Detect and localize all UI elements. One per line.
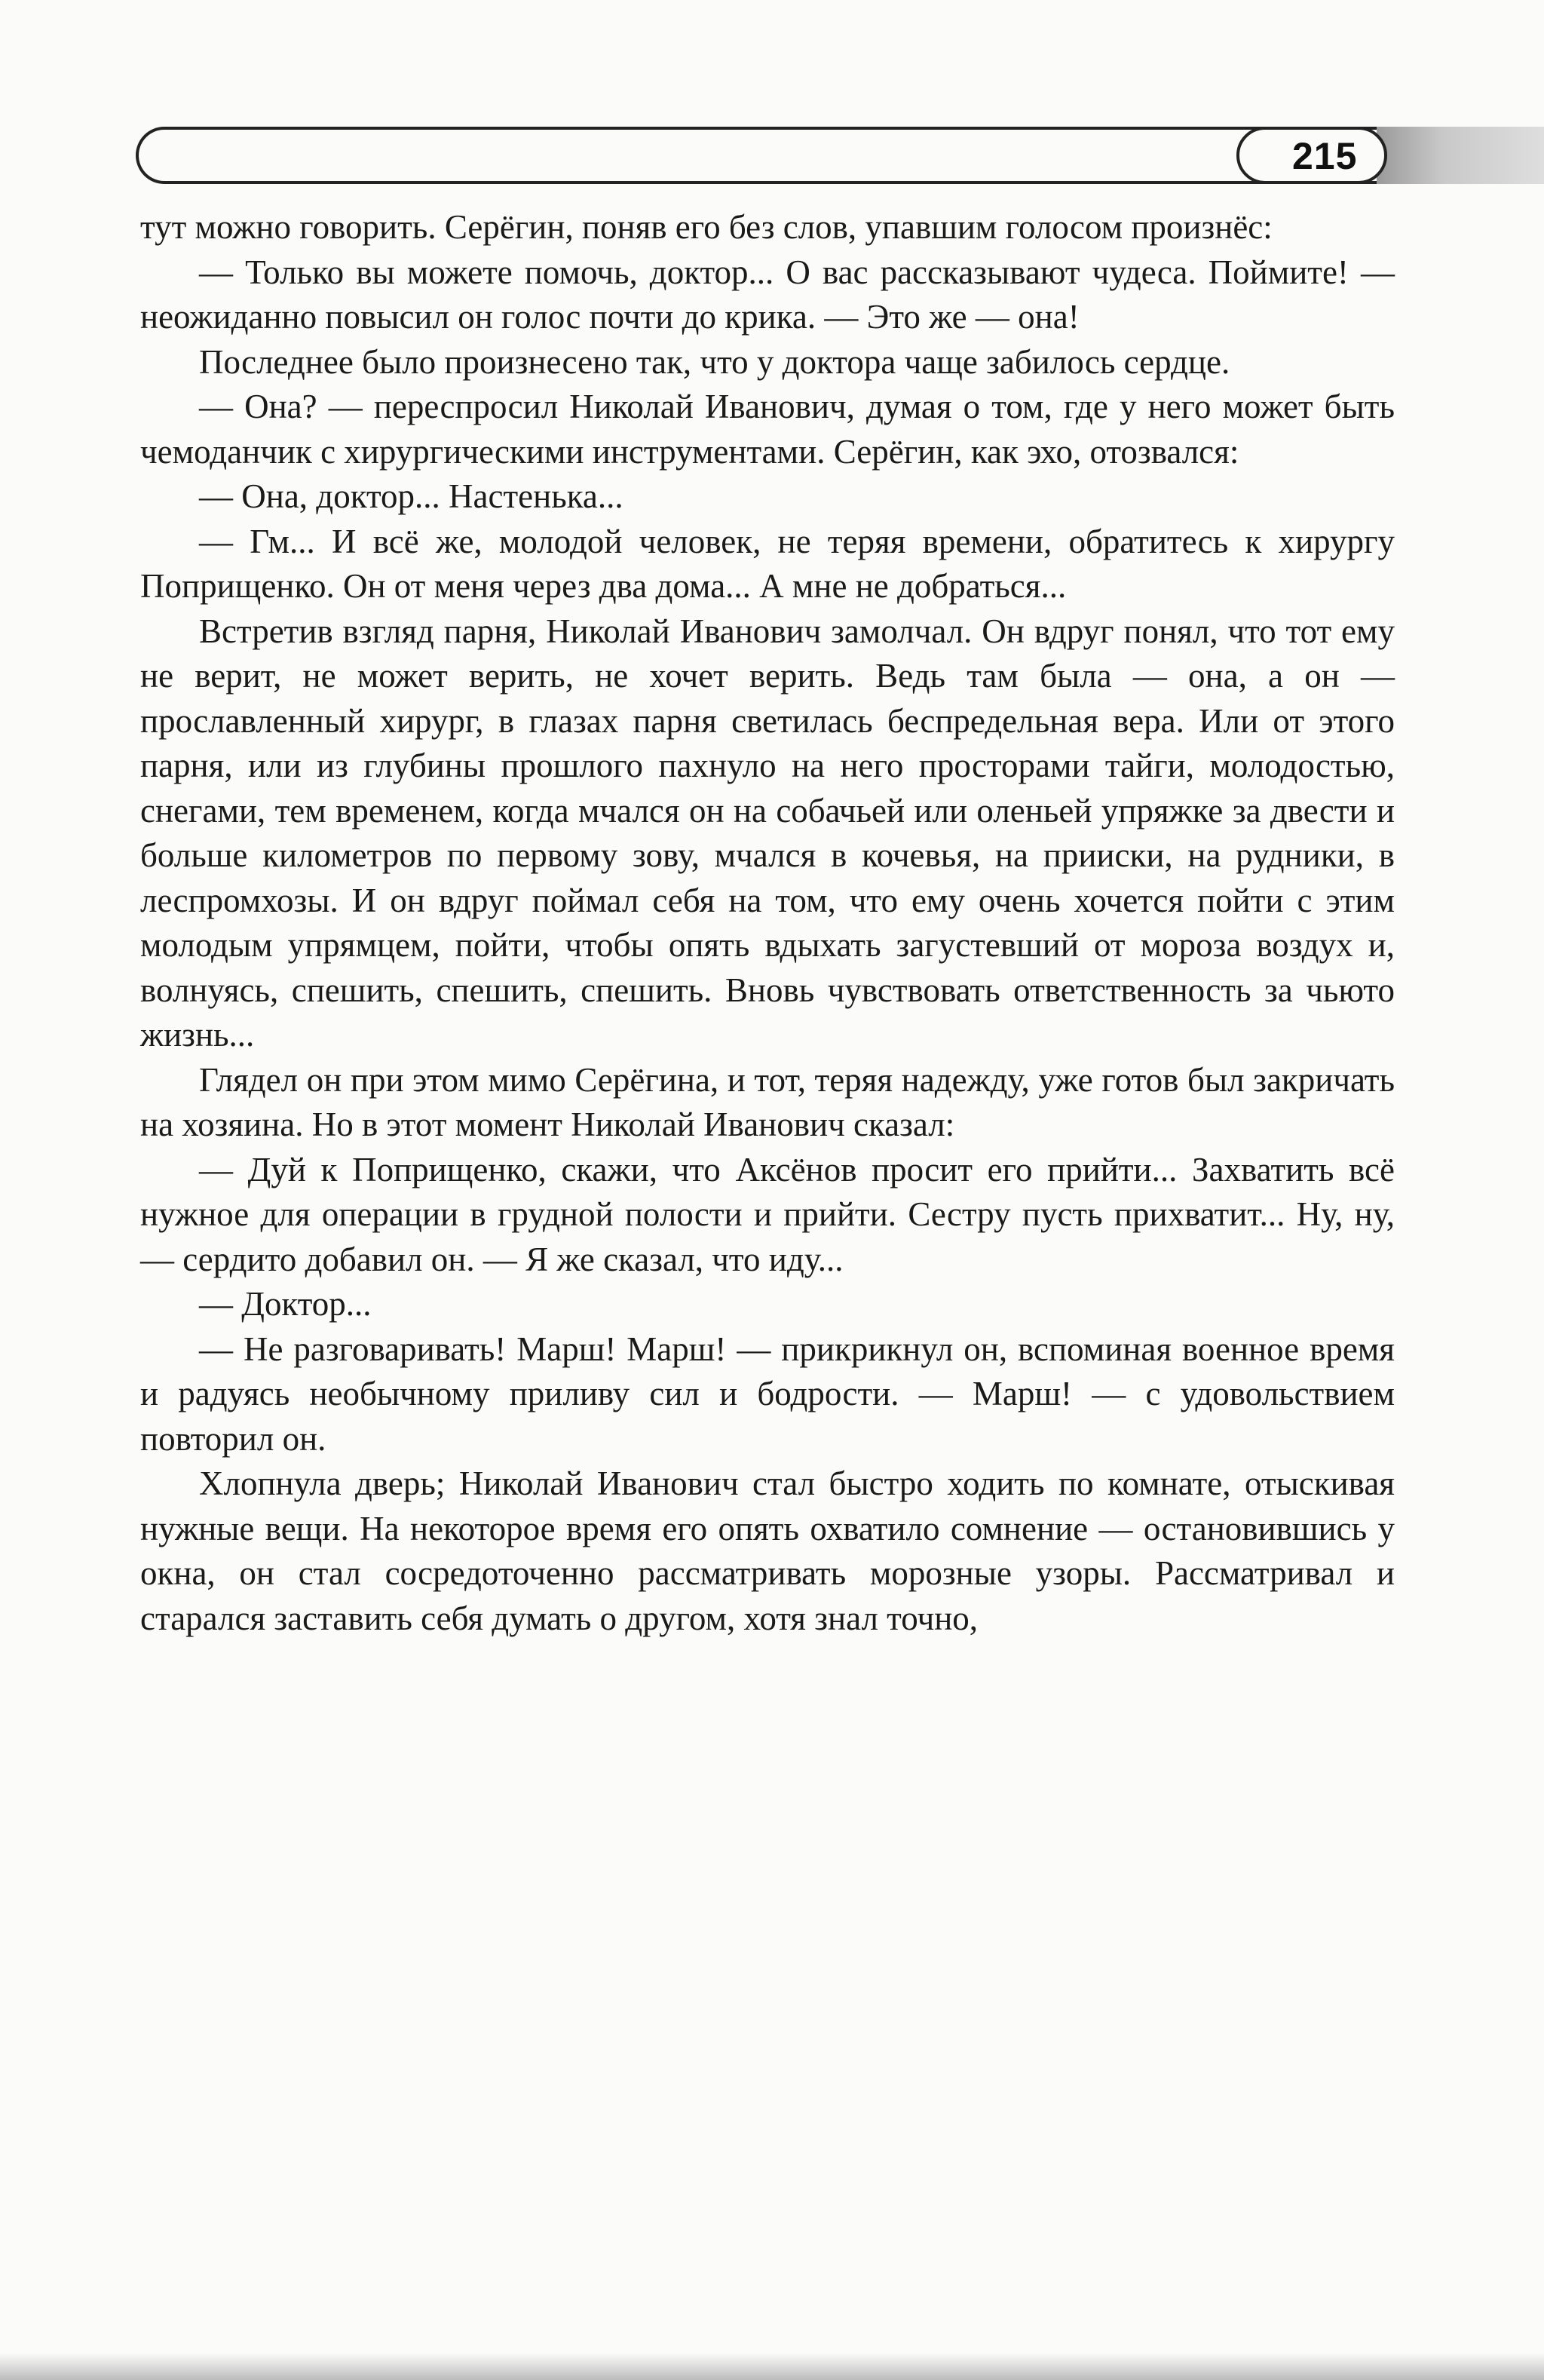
page-number-badge [1236,127,1387,184]
paragraph: Глядел он при этом мимо Серёгина, и тот, теряя надежду, уже готов был закричать на хозяина. Но в этот момент Николай Иванович сказал: [140,1060,1395,1143]
header-rule [136,127,1395,184]
paragraph: — Она, доктор... Настенька... [199,477,623,515]
paragraph: — Дуй к Поприщенко, скажи, что Аксёнов просит его прийти... Захватить всё нужное для операции в грудной полости и прийти. Сестру пусть прихватит... Ну, ну, — сердито добавил он. — Я же сказал, что иду... [140,1150,1395,1278]
body-text [140,205,1395,1641]
paragraph: — Она? — переспросил Николай Иванович, думая о том, где у него может быть чемоданчик с хирургическими инструментами. Серёгин, как эхо, отозвался: [140,388,1395,471]
page-bottom-edge [0,2353,1544,2380]
paragraph: — Не разговаривать! Марш! Марш! — прикрикнул он, вспоминая военное время и радуясь необычному приливу сил и бодрости. — Марш! — с удовольствием повторил он. [140,1330,1395,1458]
page-number: 215 [1292,135,1358,177]
paragraph: — Только вы можете помочь, доктор... О вас рассказывают чудеса. Поймите! — неожиданно повысил он голос почти до крика. — Это же — она! [140,253,1395,336]
paragraph: — Доктор... [199,1285,372,1323]
page-header [136,127,1395,184]
page-edge-tab [1377,127,1544,184]
paragraph: Последнее было произнесено так, что у доктора чаще забилось сердце. [199,342,1230,381]
paragraph: Хлопнула дверь; Николай Иванович стал быстро ходить по комнате, отыскивая нужные вещи. На некоторое время его опять охватило сомнение — остановившись у окна, он стал сосредоточенно рассматривать морозные узоры. Рассматривал и старался заставить себя думать о другом, хотя знал точно, [140,1464,1395,1637]
paragraph: тут можно говорить. Серёгин, поняв его без слов, упавшим голосом произнёс: [140,208,1273,246]
paragraph: — Гм... И всё же, молодой человек, не теряя времени, обратитесь к хирургу Поприщенко. Он от меня через два дома... А мне не добраться... [140,522,1395,605]
paragraph: Встретив взгляд парня, Николай Иванович замолчал. Он вдруг понял, что тот ему не верит, не может верить, не хочет верить. Ведь там была — она, а он — прославленный хирург, в глазах парня светилась беспредельная вера. Или от этого парня, или из глубины прошлого пахнуло на него просторами тайги, молодостью, снегами, тем временем, когда мчался он на собачьей или оленьей упряжке за двести и больше километров по первому зову, мчался в кочевья, на прииски, на рудники, в леспромхозы. И он вдруг поймал себя на том, что ему очень хочется пойти с этим молодым упрямцем, пойти, чтобы опять вдыхать загустевший от мороза воздух и, волнуясь, спешить, спешить, спешить. Вновь чувствовать ответственность за чьюто жизнь... [140,612,1395,1054]
